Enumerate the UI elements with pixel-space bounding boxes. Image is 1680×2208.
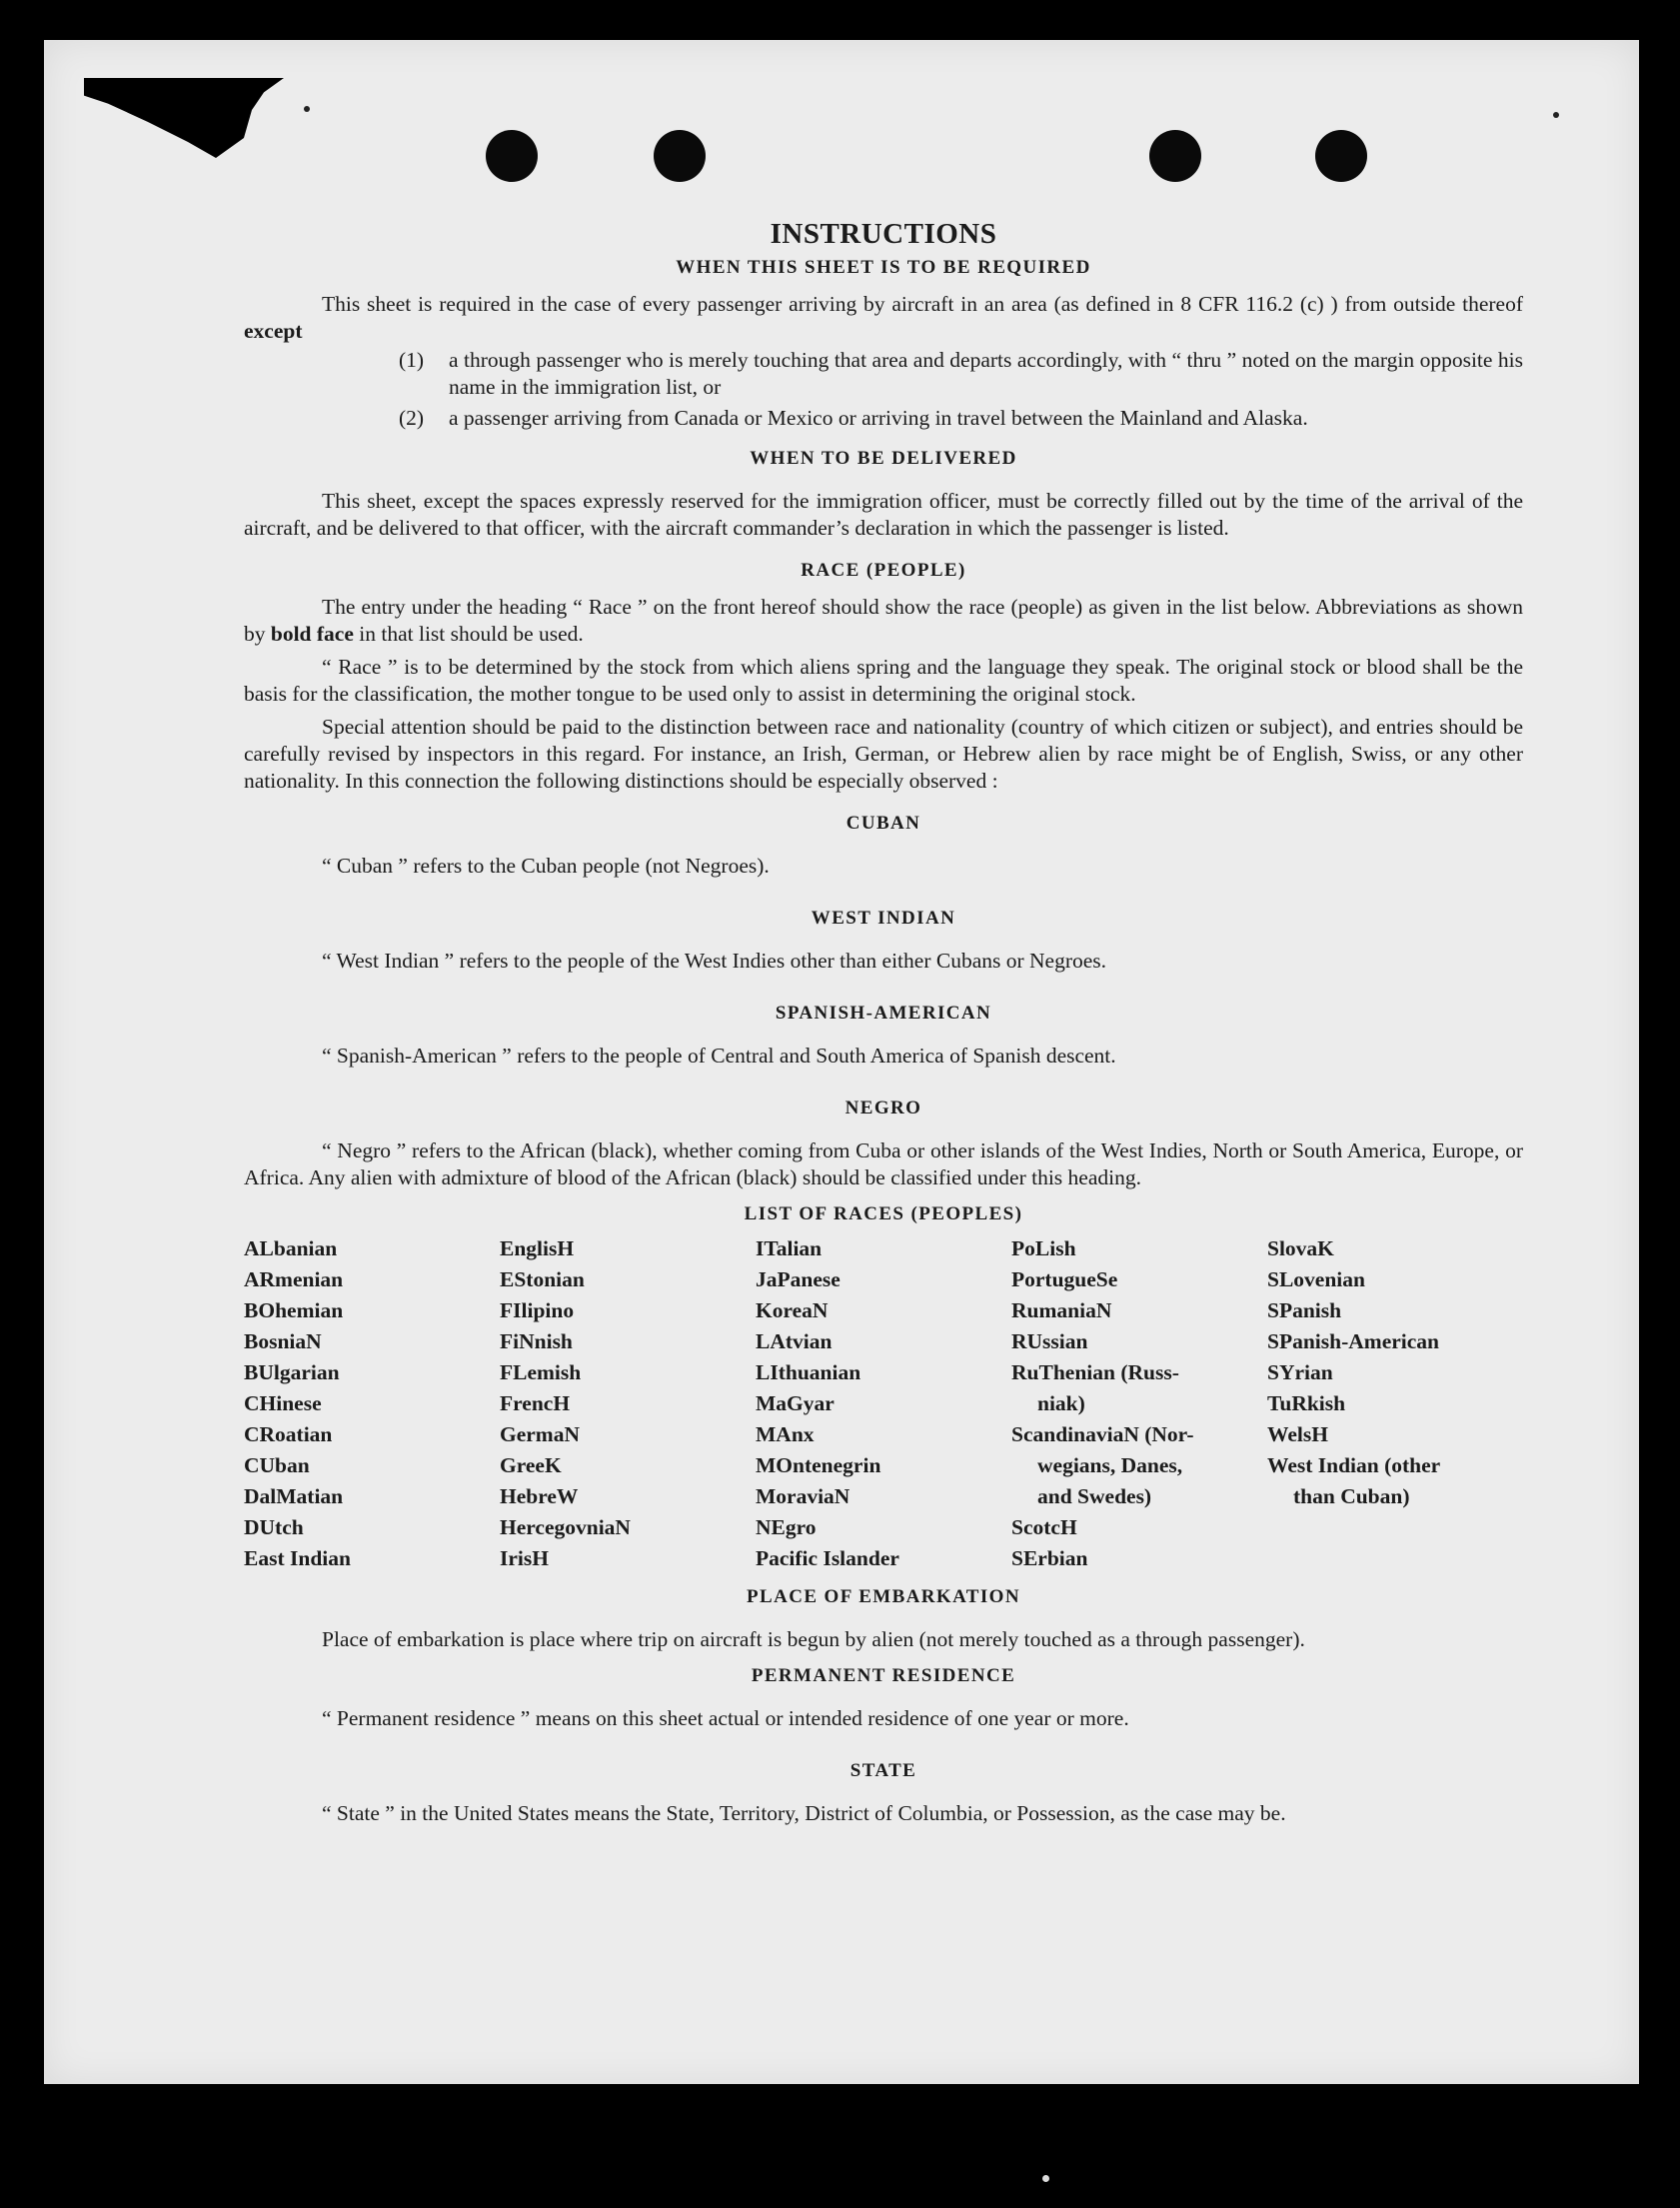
race-entry: West Indian (other <box>1267 1453 1441 1477</box>
race-paragraph-2: “ Race ” is to be determined by the stock from which aliens spring and the language they speak. The original stock or blood shall be the basis for the classification, the mother tongue to be used only to assist in determining the original stock. <box>244 655 1523 706</box>
race-entry: GermaN <box>500 1422 580 1446</box>
race-entry: ScotcH <box>1011 1515 1077 1539</box>
punch-hole-1 <box>486 130 538 182</box>
section-heading-state: STATE <box>849 1760 917 1781</box>
race-entry: RUssian <box>1011 1329 1088 1353</box>
races-column-2 <box>500 1233 756 1574</box>
race-entry: MaGyar <box>756 1391 835 1415</box>
race-entry: ScandinaviaN (Nor- <box>1011 1422 1194 1446</box>
section-heading-west-indian: WEST INDIAN <box>811 908 956 929</box>
race-entry: FiNnish <box>500 1329 573 1353</box>
race-entry: SlovaK <box>1267 1236 1334 1260</box>
races-column-3 <box>756 1233 1011 1574</box>
race-entry: NEgro <box>756 1515 817 1539</box>
spanish-american-paragraph: “ Spanish-American ” refers to the people of Central and South America of Spanish descent. <box>322 1044 1116 1068</box>
punch-hole-4 <box>1315 130 1367 182</box>
embarkation-paragraph: Place of embarkation is place where trip on aircraft is begun by alien (not merely touched as a through passenger). <box>322 1627 1305 1651</box>
punch-hole-2 <box>654 130 706 182</box>
race-entry: wegians, Danes, <box>1037 1453 1183 1477</box>
race-paragraph-3: Special attention should be paid to the distinction between race and nationality (country of which citizen or subject), and entries should be carefully revised by inspectors in this regard. For instance, an Irish, German, or Hebrew alien by race might be of English, Swiss, or any other nationality. In this connection the following distinctions should be especially observed : <box>244 715 1523 793</box>
race-entry: TuRkish <box>1267 1391 1346 1415</box>
race-entry: ALbanian <box>244 1236 338 1260</box>
race-paragraph-1: The entry under the heading “ Race ” on the front hereof should show the race (people) as given in the list below. Abbreviations as shown by bold face in that list should be used. <box>244 595 1523 646</box>
race-entry: ARmenian <box>244 1267 344 1291</box>
page-title: INSTRUCTIONS <box>770 218 997 250</box>
list-item: (1) a through passenger who is merely touching that area and departs accordingly, with “ thru ” noted on the margin opposite his name in the immigration list, or <box>399 348 1523 399</box>
race-entry: CRoatian <box>244 1422 333 1446</box>
race-entry: RuThenian (Russ- <box>1011 1360 1179 1384</box>
race-entry: DalMatian <box>244 1484 344 1508</box>
race-entry: BosniaN <box>244 1329 322 1353</box>
punch-hole-3 <box>1149 130 1201 182</box>
race-entry: EStonian <box>500 1267 585 1291</box>
race-entry: HercegovniaN <box>500 1515 631 1539</box>
race-entry: than Cuban) <box>1293 1484 1410 1508</box>
exceptions-list <box>244 347 1523 432</box>
race-entry: LAtvian <box>756 1329 833 1353</box>
race-entry: BUlgarian <box>244 1360 340 1384</box>
section-heading-required: WHEN THIS SHEET IS TO BE REQUIRED <box>676 257 1091 278</box>
race-entry: PoLish <box>1011 1236 1076 1260</box>
document-page <box>44 40 1639 2084</box>
section-heading-races-list: LIST OF RACES (PEOPLES) <box>744 1203 1023 1224</box>
race-entry: Pacific Islander <box>756 1546 899 1570</box>
list-item: (2) a passenger arriving from Canada or Mexico or arriving in travel between the Mainland and Alaska. <box>399 406 1308 430</box>
race-entry: East Indian <box>244 1546 351 1570</box>
race-entry: DUtch <box>244 1515 304 1539</box>
section-heading-embarkation: PLACE OF EMBARKATION <box>747 1586 1020 1607</box>
race-entry: ITalian <box>756 1236 823 1260</box>
section-heading-cuban: CUBAN <box>845 813 921 834</box>
race-entry: RumaniaN <box>1011 1298 1112 1322</box>
race-entry: SErbian <box>1011 1546 1088 1570</box>
race-entry: EnglisH <box>500 1236 575 1260</box>
delivered-paragraph: This sheet, except the spaces expressly reserved for the immigration officer, must be correctly filled out by the time of the arrival of the aircraft, and be delivered to that officer, with the aircraft commander’s declaration in which the passenger is listed. <box>244 489 1523 540</box>
race-entry: MOntenegrin <box>756 1453 881 1477</box>
races-table <box>244 1233 1523 1574</box>
race-entry: and Swedes) <box>1037 1484 1152 1508</box>
speck <box>1553 112 1559 118</box>
race-entry: FIlipino <box>500 1298 575 1322</box>
speck <box>304 106 310 112</box>
race-entry: IrisH <box>500 1546 549 1570</box>
torn-corner <box>84 78 284 158</box>
residence-paragraph: “ Permanent residence ” means on this sheet actual or intended residence of one year or more. <box>322 1706 1129 1730</box>
race-entry: CUban <box>244 1453 310 1477</box>
race-entry: LIthuanian <box>756 1360 861 1384</box>
race-entry: CHinese <box>244 1391 322 1415</box>
instructions-body <box>244 218 1523 1827</box>
negro-paragraph: “ Negro ” refers to the African (black), whether coming from Cuba or other islands of the West Indies, North or South America, Europe, or Africa. Any alien with admixture of blood of the African (black) should be classified under this heading. <box>244 1138 1523 1189</box>
race-entry: PortugueSe <box>1011 1267 1118 1291</box>
race-entry: MoraviaN <box>756 1484 850 1508</box>
races-column-1 <box>244 1233 500 1574</box>
race-entry: MAnx <box>756 1422 815 1446</box>
speck <box>1042 2175 1049 2182</box>
race-entry: FLemish <box>500 1360 582 1384</box>
race-entry: FrencH <box>500 1391 571 1415</box>
cuban-paragraph: “ Cuban ” refers to the Cuban people (not Negroes). <box>322 854 770 878</box>
race-entry: SPanish-American <box>1267 1329 1439 1353</box>
race-entry: WelsH <box>1267 1422 1328 1446</box>
section-heading-residence: PERMANENT RESIDENCE <box>751 1665 1016 1686</box>
race-entry: BOhemian <box>244 1298 344 1322</box>
race-entry: SYrian <box>1267 1360 1333 1384</box>
race-entry: HebreW <box>500 1484 579 1508</box>
races-column-4 <box>1011 1233 1267 1574</box>
race-entry: KoreaN <box>756 1298 829 1322</box>
required-paragraph: This sheet is required in the case of every passenger arriving by aircraft in an area (as defined in 8 CFR 116.2 (c) ) from outside thereof except <box>244 292 1523 343</box>
section-heading-delivered: WHEN TO BE DELIVERED <box>750 448 1017 469</box>
west-indian-paragraph: “ West Indian ” refers to the people of the West Indies other than either Cubans or Negroes. <box>322 949 1107 973</box>
race-entry: JaPanese <box>756 1267 840 1291</box>
races-column-5 <box>1267 1233 1523 1574</box>
race-entry: GreeK <box>500 1453 562 1477</box>
section-heading-negro: NEGRO <box>844 1098 922 1118</box>
state-paragraph: “ State ” in the United States means the State, Territory, District of Columbia, or Possession, as the case may be. <box>322 1801 1286 1825</box>
race-entry: SPanish <box>1267 1298 1342 1322</box>
race-entry: niak) <box>1037 1391 1085 1415</box>
section-heading-race: RACE (PEOPLE) <box>801 560 966 581</box>
section-heading-spanish-american: SPANISH-AMERICAN <box>775 1003 992 1024</box>
race-entry: SLovenian <box>1267 1267 1365 1291</box>
